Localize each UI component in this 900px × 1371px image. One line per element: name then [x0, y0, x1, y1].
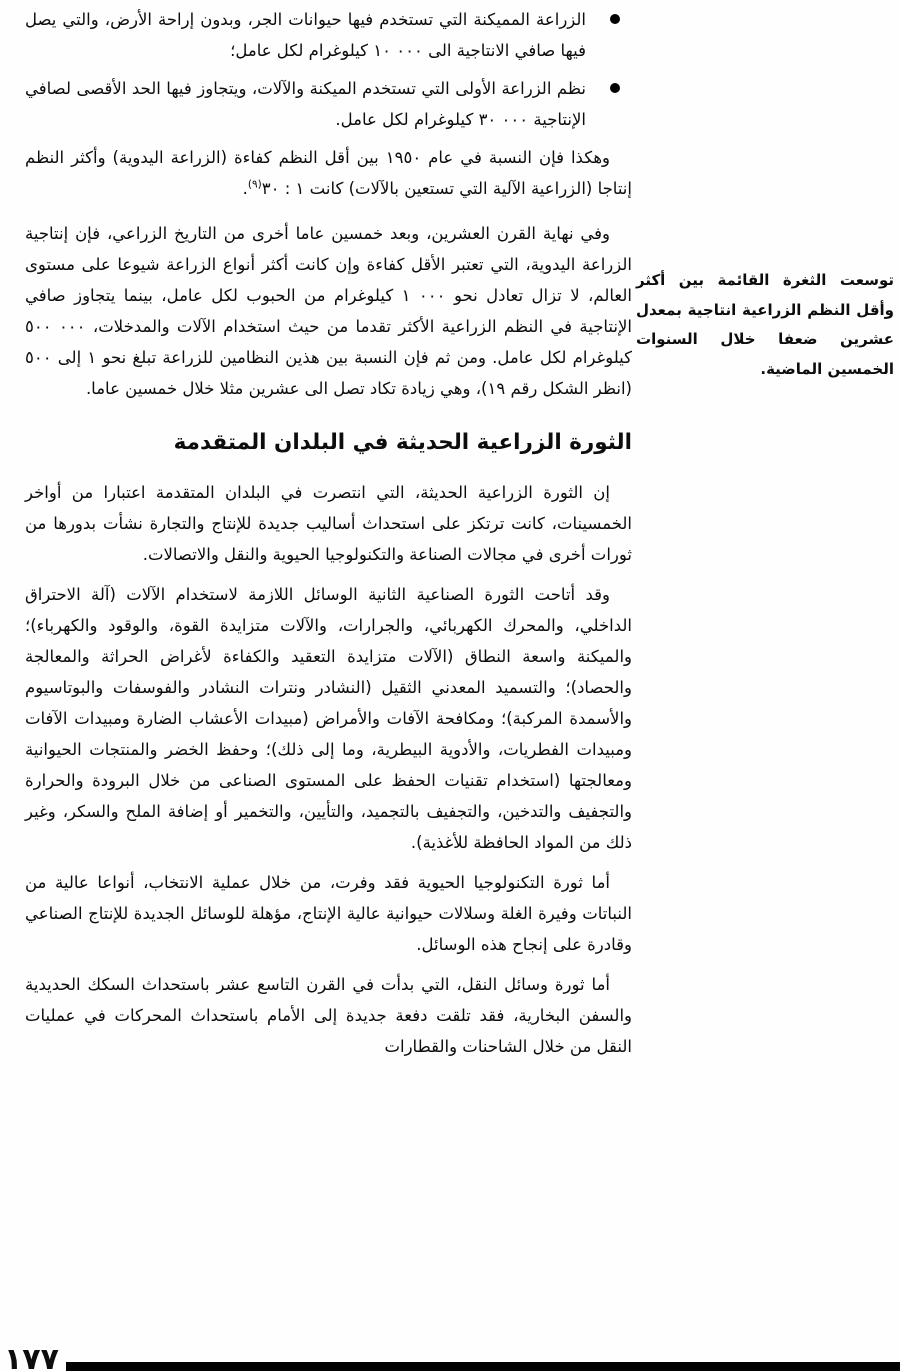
paragraph-end-of-century: وفي نهاية القرن العشرين، وبعد خمسين عاما أخرى من التاريخ الزراعي، فإن إنتاجية الزراعة اليدوية، التي تعتبر الأقل كفاءة وإن كانت أكثر أنواع الزراعة شيوعا على مستوى العالم، لا تزال تعادل نحو ١ ٠٠٠ كيلوغرام من الحبوب لكل عامل، بينما يتجاوز صافي الإنتاجية في النظم الزراعية الأكثر تقدما من حيث استخدام الآلات والمدخلات، ٥٠٠ ٠٠٠ كيلوغرام لكل عامل. ومن ثم فإن النسبة بين هذين النظامين للزراعة تبلغ نحو ١ إلى ٥٠٠ (انظر الشكل رقم ١٩)، وهي زيادة تكاد تصل الى عشرين مثلا خلال خمسين عاما.: [25, 224, 633, 398]
list-item-first-motorization: [25, 73, 632, 135]
paragraph-modern-revolution-intro: إن الثورة الزراعية الحديثة، التي انتصرت في البلدان المتقدمة اعتبارا من أواخر الخمسينات، كانت ترتكز على استحداث أساليب جديدة للإنتاج والتجارة نشأت بدورها من ثورات أخرى في مجالات الصناعة والتكنولوجيا الحيوية والنقل والاتصالات.: [25, 483, 632, 564]
paragraph-biotech-revolution: أما ثورة التكنولوجيا الحيوية فقد وفرت، من خلال عملية الانتخاب، أنواعا عالية من النباتات وفيرة الغلة وسلالات حيوانية عالية الإنتاج، مؤهلة للوسائل الجديدة للإنتاج الصناعي وقادرة على إنجاح هذه الوسائل.: [25, 873, 632, 954]
paragraph-ratio-1950: [25, 142, 632, 204]
list-item-mechanized-agriculture: [25, 4, 632, 66]
footnote-marker: (٩): [247, 178, 262, 191]
scan-artifact-bar: [66, 1362, 900, 1371]
paragraph-industrial-revolution: وقد أتاحت الثورة الصناعية الثانية الوسائل اللازمة لاستخدام الآلات (آلة الاحتراق الداخلي، والمحرك الكهربائي، والجرارات، والآلات متزايدة القوة، والوقود والكهرباء)؛ والميكنة واسعة النطاق (الآلات متزايدة التعقيد والكفاءة لأغراض الحراثة والمعالجة والحصاد)؛ والتسميد المعدني الثقيل (النشادر ونترات النشادر والفوسفات والبوتاسيوم والأسمدة المركبة)؛ ومكافحة الآفات والأمراض (مبيدات الأعشاب الضارة ومبيدات الآفات ومبيدات الفطريات، والأدوية البيطرية، وما إلى ذلك)؛ وحفظ الخضر والمنتجات الحيوانية ومعالجتها (استخدام تقنيات الحفظ على المستوى الصناعى من خلال البرودة والحرارة والتجفيف والتدخين، والتجفيف بالتجميد، والتأيين، والتخمير أو إضافة الملح والسكر، وغير ذلك من المواد الحافظة للأغذية).: [25, 585, 632, 852]
main-text-column: [25, 4, 632, 1071]
paragraph-transport-revolution: أما ثورة وسائل النقل، التي بدأت في القرن التاسع عشر باستحداث السكك الحديدية والسفن البخارية، فقد تلقت دفعة جديدة إلى الأمام باستحداث المحركات في عمليات النقل من خلال الشاحنات والقطارات: [25, 975, 632, 1056]
paragraph-text: وهكذا فإن النسبة في عام ١٩٥٠ بين أقل النظم كفاءة (الزراعة اليدوية) وأكثر النظم إنتاجا (الزراعية الآلية التي تستعين بالآلات) كانت ١ : ٣٠: [25, 148, 632, 198]
bullet-icon: [610, 14, 620, 24]
sentence-period: .: [242, 179, 248, 198]
bullet-text: الزراعة المميكنة التي تستخدم فيها حيوانات الجر، وبدون إراحة الأرض، والتي يصل فيها صافي الانتاجية الى ١٠ ٠٠٠ كيلوغرام لكل عامل؛: [25, 10, 586, 60]
page-number: ١٧٧: [4, 1342, 59, 1371]
margin-note: توسعت الثغرة القائمة بين أكثر وأقل النظم الزراعية انتاجية بمعدل عشرين ضعفا خلال السنوات الخمسين الماضية.: [636, 271, 894, 378]
bullet-text: نظم الزراعة الأولى التي تستخدم الميكنة والآلات، ويتجاوز فيها الحد الأقصى لصافي الإنتاجية ٣٠ ٠٠٠ كيلوغرام لكل عامل.: [25, 79, 586, 129]
bullet-icon: [610, 83, 620, 93]
section-heading: الثورة الزراعية الحديثة في البلدان المتقدمة: [173, 430, 632, 455]
